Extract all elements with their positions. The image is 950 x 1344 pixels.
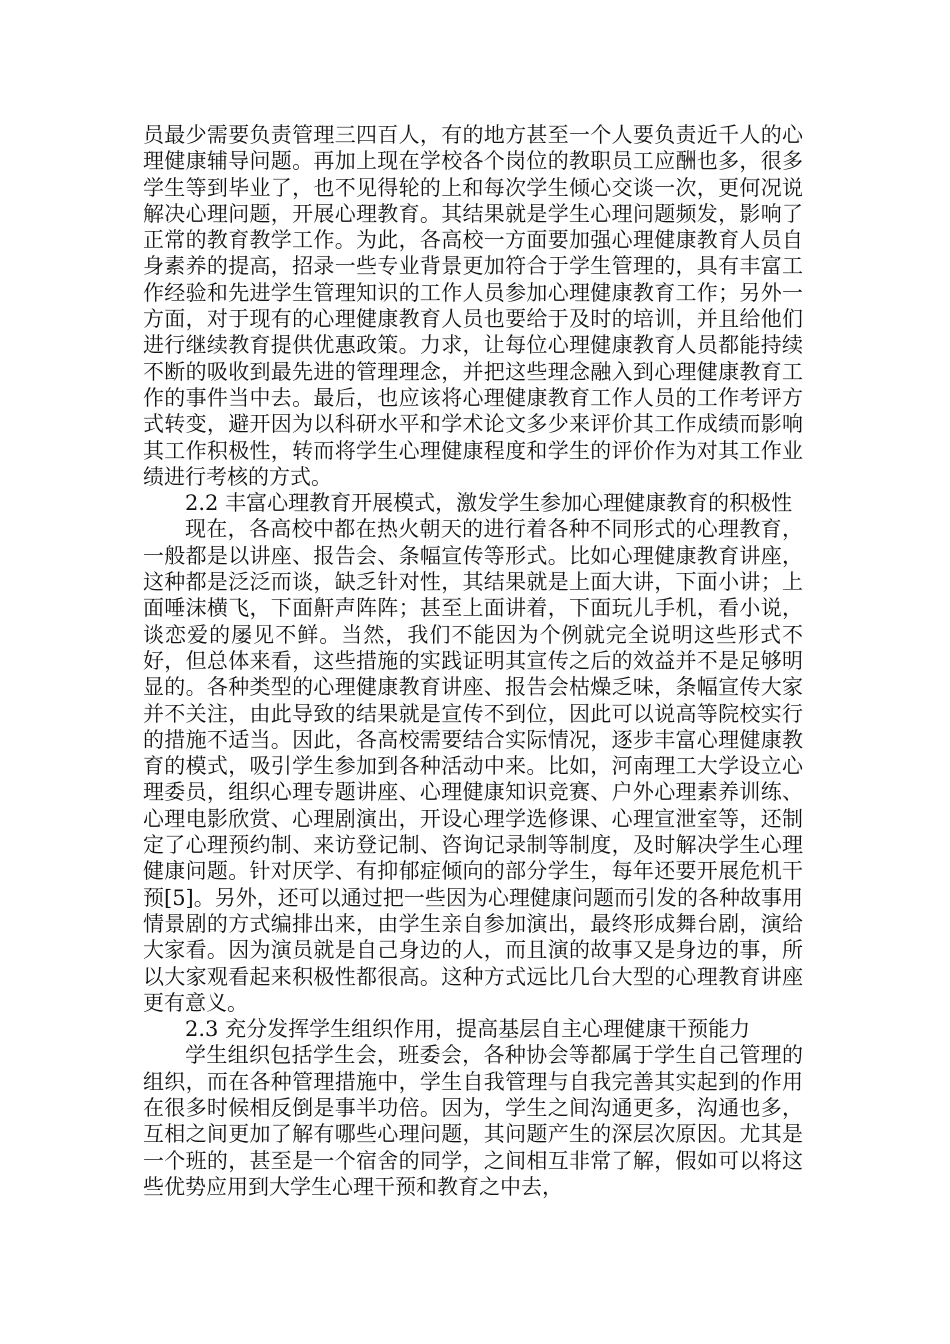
paragraph-student-organizations: 学生组织包括学生会，班委会，各种协会等都属于学生自己管理的组织，而在各种管理措施中，学生自我管理与自我完善其实起到的作用在很多时候相反倒是事半功倍。因为，学生之间沟通更多，沟通也多，互相之间更加了解有哪些心理问题，其问题产生的深层次原因。尤其是一个班的，甚至是一个宿舍的同学，之间相互非常了解，假如可以将这些优势应用到大学生心理干预和教育之中去， [143,1043,803,1199]
paragraph-education-modes: 现在，各高校中都在热火朝天的进行着各种不同形式的心理教育，一般都是以讲座、报告会、条幅宣传等形式。比如心理健康教育讲座，这种都是泛泛而谈，缺乏针对性，其结果就是上面大讲，下面小讲；上面唾沫横飞，下面鼾声阵阵；甚至上面讲着，下面玩儿手机，看小说，谈恋爱的屡见不鲜。当然，我们不能因为个例就完全说明这些形式不好，但总体来看，这些措施的实践证明其宣传之后的效益并不是足够明显的。各种类型的心理健康教育讲座、报告会枯燥乏味，条幅宣传大家并不关注，由此导致的结果就是宣传不到位，因此可以说高等院校实行的措施不适当。因此，各高校需要结合实际情况，逐步丰富心理健康教育的模式，吸引学生参加到各种活动中来。比如，河南理工大学设立心理委员，组织心理专题讲座、心理健康知识竞赛、户外心理素养训练、心理电影欣赏、心理剧演出，开设心理学选修课、心理宣泄室等，还制定了心理预约制、来访登记制、咨询记录制等制度，及时解决学生心理健康问题。针对厌学、有抑郁症倾向的部分学生，每年还要开展危机干预[5]。另外，还可以通过把一些因为心理健康问题而引发的各种故事用情景剧的方式编排出来，由学生亲自参加演出，最终形成舞台剧，演给大家看。因为演员就是自己身边的人，而且演的故事又是身边的事，所以大家观看起来积极性都很高。这种方式远比几台大型的心理教育讲座更有意义。 [143,517,803,1015]
paragraph-counselor-staffing: 员最少需要负责管理三四百人，有的地方甚至一个人要负责近千人的心理健康辅导问题。再加上现在学校各个岗位的教职员工应酬也多，很多学生等到毕业了，也不见得轮的上和每次学生倾心交谈一次，更何况说解决心理问题，开展心理教育。其结果就是学生心理问题频发，影响了正常的教育教学工作。为此，各高校一方面要加强心理健康教育人员自身素养的提高，招录一些专业背景更加符合于学生管理的，具有丰富工作经验和先进学生管理知识的工作人员参加心理健康教育工作；另外一方面，对于现有的心理健康教育人员也要给于及时的培训，并且给他们进行继续教育提供优惠政策。力求，让每位心理健康教育人员都能持续不断的吸收到最先进的管理理念，并把这些理念融入到心理健康教育工作的事件当中去。最后，也应该将心理健康教育工作人员的工作考评方式转变，避开因为以科研水平和学术论文多少来评价其工作成绩而影响其工作积极性，转而将学生心理健康程度和学生的评价作为对其工作业绩进行考核的方式。 [143,123,803,489]
document-page [143,122,803,1200]
section-heading-2-2: 2.2 丰富心理教育开展模式，激发学生参加心理健康教育的积极性 [185,491,793,516]
section-heading-2-3: 2.3 充分发挥学生组织作用，提高基层自主心理健康干预能力 [185,1017,751,1042]
